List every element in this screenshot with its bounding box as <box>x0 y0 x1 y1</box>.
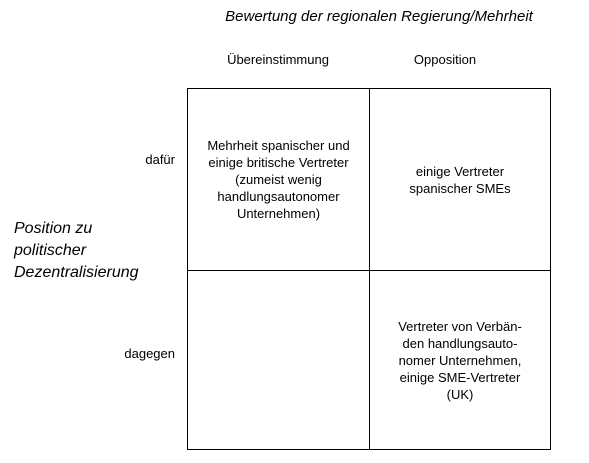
row-header-against: dagegen <box>124 346 175 361</box>
cell-for-opposition <box>370 89 550 270</box>
cell-against-opposition <box>370 271 550 449</box>
column-header-agreement: Übereinstimmung <box>227 52 329 67</box>
cell-for-agreement <box>188 89 369 270</box>
row-axis-title-line: Position zu <box>14 220 93 237</box>
column-header-opposition: Opposition <box>413 52 477 67</box>
row-axis-title-line: Dezentralisierung <box>14 264 139 281</box>
cell-against-agreement <box>188 271 369 449</box>
row-header-for: dafür <box>145 152 175 167</box>
row-axis-title-line: politischer <box>14 242 87 259</box>
cell-text: Vertreter von Verbän- den handlungsauto- nomer Unternehmen, einige SME-Vertreter (UK) <box>398 318 522 402</box>
cell-text: Mehrheit spanischer und einige britische Vertreter (zumeist wenig handlungsautonomer Unternehmen) <box>207 138 350 221</box>
cell-text: einige Vertreter spanischer SMEs <box>409 163 511 196</box>
row-axis-title <box>14 218 139 284</box>
matrix-grid <box>187 88 551 450</box>
diagram-title: Bewertung der regionalen Regierung/Mehrheit <box>225 8 533 25</box>
